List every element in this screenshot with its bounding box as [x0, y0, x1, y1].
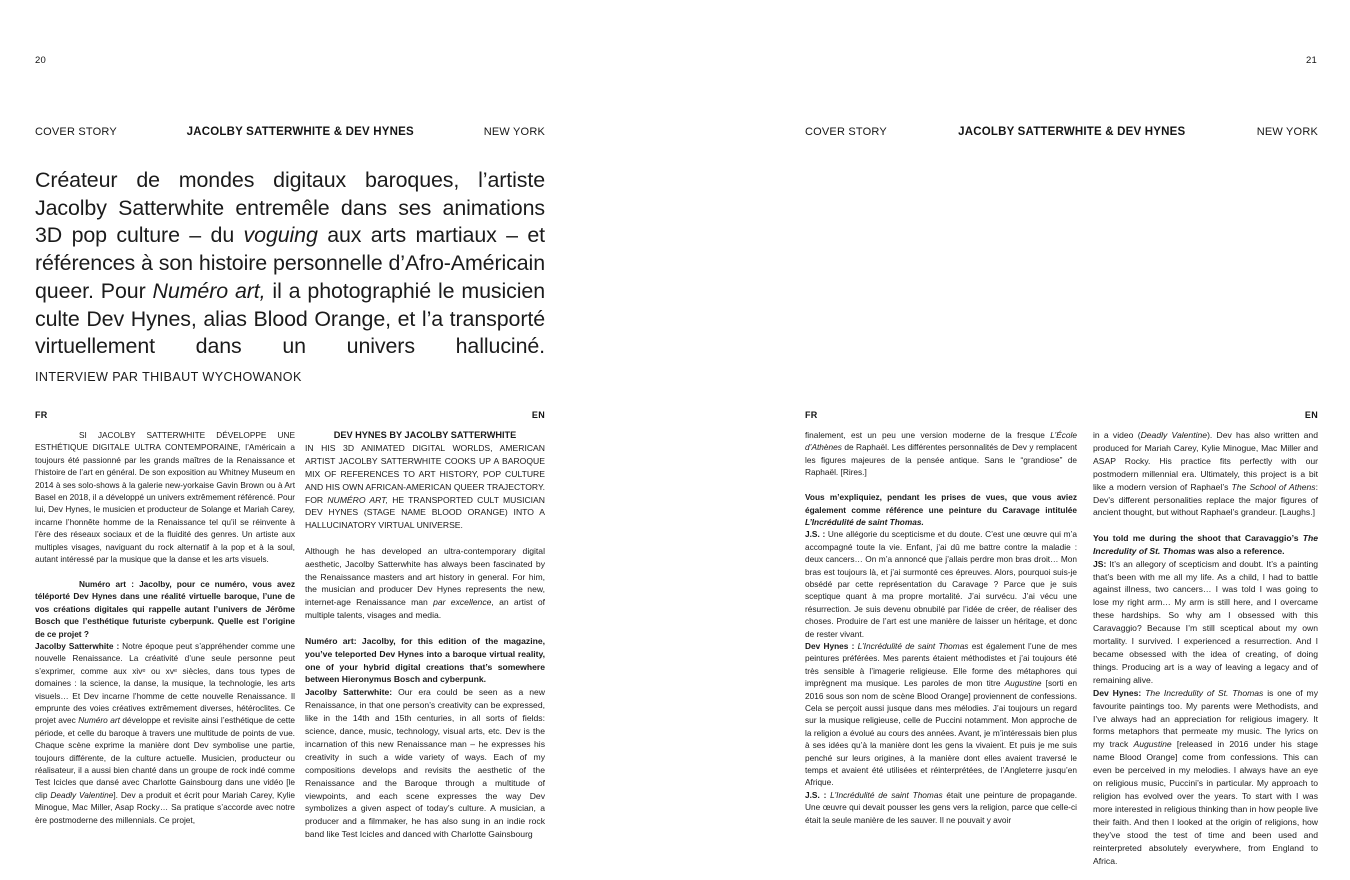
kicker-location: NEW YORK: [483, 126, 545, 138]
text-segment: HE TRANSPORTED CULT MUSICIAN DEV HYNES (STAGE NAME BLOOD ORANGE) INTO A HALLUCINATORY VIRTUAL UNIVERSE.: [305, 494, 545, 531]
page-number: 20: [35, 55, 46, 66]
text-segment: Vous m’expliquiez, pendant les prises de vues, que vous aviez également comme référence une peinture du Caravage intitulée: [805, 492, 1077, 515]
lang-label-fr: FR: [35, 410, 48, 420]
text-segment: Deadly Valentine: [50, 789, 114, 800]
text-segment: J.S. :: [805, 789, 831, 800]
text-segment: ). Dev has also written and produced for Mariah Carey, Kylie Minogue, Mac Miller and ASAP Rocky. His practice fits perfectly with our postmodern millennial era. Ultimately, this project is a bit like a modern version of Raphael’s: [1093, 430, 1318, 492]
text-segment: [sorti en 2016 sous son nom de scène Blood Orange] proviennent de confessions. Cela se perçoit aussi jusque dans mes mélodies. J’ai toujours un regard sur la musique religieuse, celle de Puccini notamment. Mon approche de la religion a évolué au cours des années. Avant, je m’intéressais bien plus à ses idées qu’à la manière dont les gens la vivaient. Et puis je me suis penché sur leurs origines, à la manière dont elles avaient traversé le temps et avaient été utilisées et réinterprétées, de l’Angleterre jusqu’en Afrique.: [805, 678, 1077, 788]
text-segment: , an artist of multiple talents, visages and media.: [305, 597, 545, 621]
kicker-location: NEW YORK: [1256, 126, 1318, 138]
columns-left-page: [35, 410, 545, 841]
kicker-section-label: COVER STORY: [35, 126, 117, 138]
text-segment: de Raphaël. Les différentes personnalités de Dev y remplacent les figures majeures de la pensée antique. Sans le “grandiose” de Raphaël. [Rires.]: [805, 442, 1077, 478]
text-segment: Notre époque peut s’appréhender comme une nouvelle Renaissance. La créativité d’une seule personne peut s’exprimer, comme aux xivᵉ ou xvᵉ siècles, dans tous types de domaines : la science, la danse, la musique, la technologie, les arts visuels… Et Dev incarne l’homme de cette nouvelle Renaissance. Il emprunte des voies créatives extrêmement diverses, hétéroclites. Ce projet avec: [35, 641, 295, 726]
text-segment: Jacolby Satterwhite :: [35, 641, 123, 651]
article-body-fr: [35, 429, 295, 826]
text-segment: J.S. :: [805, 529, 828, 540]
text-segment: Deadly Valentine: [1140, 430, 1208, 440]
article-column-en: [1093, 410, 1318, 867]
article-column-fr: [35, 410, 295, 841]
text-segment: Numéro art: Jacolby, for this edition of the magazine, you’ve teleported Dev Hynes into a baroque virtual reality, one of your hybrid digital creations that’s somewhere between Hieronymus Bosch and cyberpunk.: [305, 635, 545, 685]
text-segment: Numéro art: [78, 715, 120, 726]
text-segment: JS:: [1093, 558, 1110, 569]
standfirst: [35, 167, 545, 389]
text-segment: développe et revisite ainsi l’esthétique de cette période, et celle du baroque à travers une multitude de points de vue. Chaque scène exprime la manière dont Dev symbolise une partie, toujours différente, de la culture actuelle. Musicien, producteur ou réalisateur, il a aussi bien chanté dans un groupe de rock indé comme Test Icicles que dansé avec Charlotte Gainsbourg dans une vidéo [le clip: [35, 715, 295, 800]
text-segment: The Incredulity of St. Thomas: [1093, 532, 1318, 556]
article-column-en: [305, 410, 545, 841]
text-segment: L’Incrédulité de saint Thomas.: [805, 516, 924, 527]
text-segment: était une peinture de propagande. Une œuvre qui devait pousser les gens vers la religion, parce que celle-ci était la seule manière de les sauver. Il ne pouvait y avoir: [805, 789, 1078, 825]
text-segment: aux arts martiaux – et références à son histoire personnelle d’Afro-Américain queer. Pour: [35, 223, 545, 303]
article-body-fr: [805, 429, 1077, 826]
text-segment: ]. Dev a produit et écrit pour Mariah Carey, Kylie Minogue, Mac Miller, Asap Rocky… Sa pratique s’accorde avec notre ère postmoderne des millennials. Ce projet,: [35, 789, 295, 825]
text-segment: il a photographié le musicien culte Dev Hynes, alias Blood Orange, et l’a transporté virtuellement dans un univers halluciné.: [35, 278, 546, 359]
text-segment: Jacolby Satterwhite:: [305, 687, 399, 698]
text-segment: The Incredulity of St. Thomas: [1145, 687, 1264, 698]
text-segment: par excellence: [433, 597, 492, 608]
article-column-fr: [805, 410, 1077, 867]
lang-label-fr: FR: [805, 410, 818, 420]
article-body-en: [1093, 429, 1318, 867]
text-segment: est également l’une de mes peintures préférées. Mes parents étaient méthodistes et j’ai toujours été très sensible à l’imagerie religieuse. Elle forme des métaphores qui imprègnent ma musique. Les paroles de mon titre: [805, 641, 1077, 689]
page-number: 21: [1306, 55, 1317, 66]
columns-right-page: [805, 410, 1318, 867]
text-segment: voguing: [243, 223, 318, 248]
text-segment: NUMÉRO ART,: [327, 494, 389, 505]
text-segment: [released in 2016 under his stage name Blood Orange] come from confessions. This can even be perceived in my melodies. I always have an eye on religious music, Puccini’s in particular. My approach to religion has evolved over the years. To start with I was more interested in religious thinking than in how people live their faith. And then I looked at the origin of religions, how they’ve stood the test of time and been used and reinterpreted absolutely everywhere, from England to Africa.: [1093, 739, 1319, 866]
text-segment: Although he has developed an ultra-contemporary digital aesthetic, Jacolby Satterwhite has always been fascinated by the Renaissance masters and art history in general. For him, the musician and producer Dev Hynes represents the new, internet-age Renaissance man: [305, 545, 545, 608]
kicker-title: JACOLBY SATTERWHITE & DEV HYNES: [186, 126, 414, 138]
text-segment: The School of Athens: [1231, 481, 1316, 492]
kicker-title: JACOLBY SATTERWHITE & DEV HYNES: [958, 126, 1186, 138]
text-segment: It’s an allegory of scepticism and doubt. It’s a painting that’s been with me all my life. As a child, I had to battle against illness, two cancers… I was told I was going to lose my right arm… My arm is still here, and I overcame these hardships. So why am I obsessed with this Caravaggio? Because I’m still sceptical about my own mortality. I survived. I experienced a resurrection. And I became obsessed with the idea of creating, of doing things. Producing art is a way of leaving a legacy and of remaining alive.: [1093, 558, 1319, 685]
text-segment: L’Incrédulité de saint Thomas: [857, 641, 969, 651]
text-segment: Augustine: [1133, 739, 1172, 750]
text-segment: INTERVIEW PAR THIBAUT WYCHOWANOK: [35, 369, 302, 384]
kicker-section-label: COVER STORY: [805, 126, 887, 138]
text-segment: IN HIS 3D ANIMATED DIGITAL WORLDS, AMERICAN ARTIST JACOLBY SATTERWHITE COOKS UP A BAROQUE MIX OF REFERENCES TO ART HISTORY, POP CULTURE AND HIS OWN AFRICAN-AMERICAN QUEER TRAJECTORY. FOR: [305, 442, 545, 505]
kicker: [805, 126, 1318, 138]
text-segment: Créateur de mondes digitaux baroques, l’artiste Jacolby Satterwhite entremêle dans ses animations 3D pop culture – du: [35, 168, 545, 248]
text-segment: Numéro art : Jacolby, pour ce numéro, vous avez téléporté Dev Hynes dans une réalité virtuelle baroque, l’une de vos créations digitales qui rappelle autant l’univers de Jérôme Bosch que l’esthétique futuriste cyberpunk. Quelle est l’origine de ce projet ?: [35, 578, 295, 639]
text-segment: Une allégorie du scepticisme et du doute. C’est une œuvre qui m’a accompagné toute la vie. Enfant, j’ai dû me battre contre la maladie : deux cancers… On m’a annoncé que j’allais perdre mon bras droit… Mon bras est toujours là, et j’ai surmonté ces épreuves. Alors, pourquoi suis-je obsédé par cette représentation du Caravage ? Parce que je suis sceptique quant à ma propre mortalité. J’ai survécu. J’ai vécu une résurrection. Je suis devenu obnubilé par l’idée de créer, de réaliser des choses. Produire de l’art est une manière de laisser un héritage, et donc de rester vivant.: [805, 529, 1077, 639]
article-body-en: [305, 429, 545, 841]
text-segment: L’École d’Athènes: [805, 430, 1077, 453]
text-segment: in a video (: [1093, 430, 1141, 440]
text-segment: : Dev’s different personalities replace the major figures of ancient thought, but without Raphael’s grandeur. [Laughs.]: [1093, 481, 1318, 518]
text-segment: was also a reference.: [1195, 545, 1285, 556]
text-segment: Our era could be seen as a new Renaissance, in that one person’s creativity can be expressed, like in the 14th and 15th centuries, in all sorts of fields: science, dance, music, technology, visual arts, etc. Dev is the incarnation of this new Renaissance man – he expresses his creativity in such a wide variety of ways. Each of my compositions develops and revisits the aesthetic of the Renaissance and the Baroque through a multitude of viewpoints, and each scene expresses the way Dev symbolizes a given aspect of today’s culture. A musician, a producer and a filmmaker, he has also sung in an indie rock band like Test Icicles and danced with Charlotte Gainsbourg: [305, 687, 545, 840]
kicker: [35, 126, 545, 138]
page-right: [675, 0, 1350, 880]
text-segment: You told me during the shoot that Caravaggio’s: [1093, 532, 1303, 543]
text-segment: is one of my favourite paintings too. My parents were Methodists, and I’ve always had an appreciation for religious imagery. It forms metaphors that permeate my music. The lyrics on my track: [1093, 687, 1319, 750]
text-segment: finalement, est un peu une version moderne de la fresque: [805, 430, 1051, 440]
text-segment: l’Américain a toujours été passionné par les grands maîtres de la Renaissance et l’histoire de l’art en général. De son exposition au Whitney Museum en 2014 à ses solo-shows à la galerie new-yorkaise Gavin Brown ou à Art Basel en 2018, il a développé un univers extrêmement référencé. Pour lui, Dev Hynes, le musicien et producteur de Solange et Mariah Carey, incarne l’honnête homme de la Renaissance tel qu’il se réinvente à l’ère des réseaux sociaux et de la fluidité des genres. Un artiste aux multiples visages, naviguant du rock alternatif à la pop et à la soul, autant intéressé par la musique que la danse et les arts visuels.: [35, 442, 295, 565]
text-segment: SI JACOLBY SATTERWHITE DÉVELOPPE UNE ESTHÉTIQUE DIGITALE ULTRA CONTEMPORAINE,: [35, 430, 295, 453]
lang-label-en: EN: [1304, 410, 1318, 420]
text-segment: Numéro art,: [152, 278, 266, 303]
text-segment: DEV HYNES BY JACOLBY SATTERWHITE: [333, 430, 517, 440]
text-segment: Dev Hynes :: [805, 641, 858, 651]
text-segment: Dev Hynes:: [1093, 687, 1146, 698]
text-segment: Augustine: [1004, 678, 1042, 689]
text-segment: L’Incrédulité de saint Thomas: [830, 789, 943, 800]
lang-label-en: EN: [531, 410, 545, 420]
